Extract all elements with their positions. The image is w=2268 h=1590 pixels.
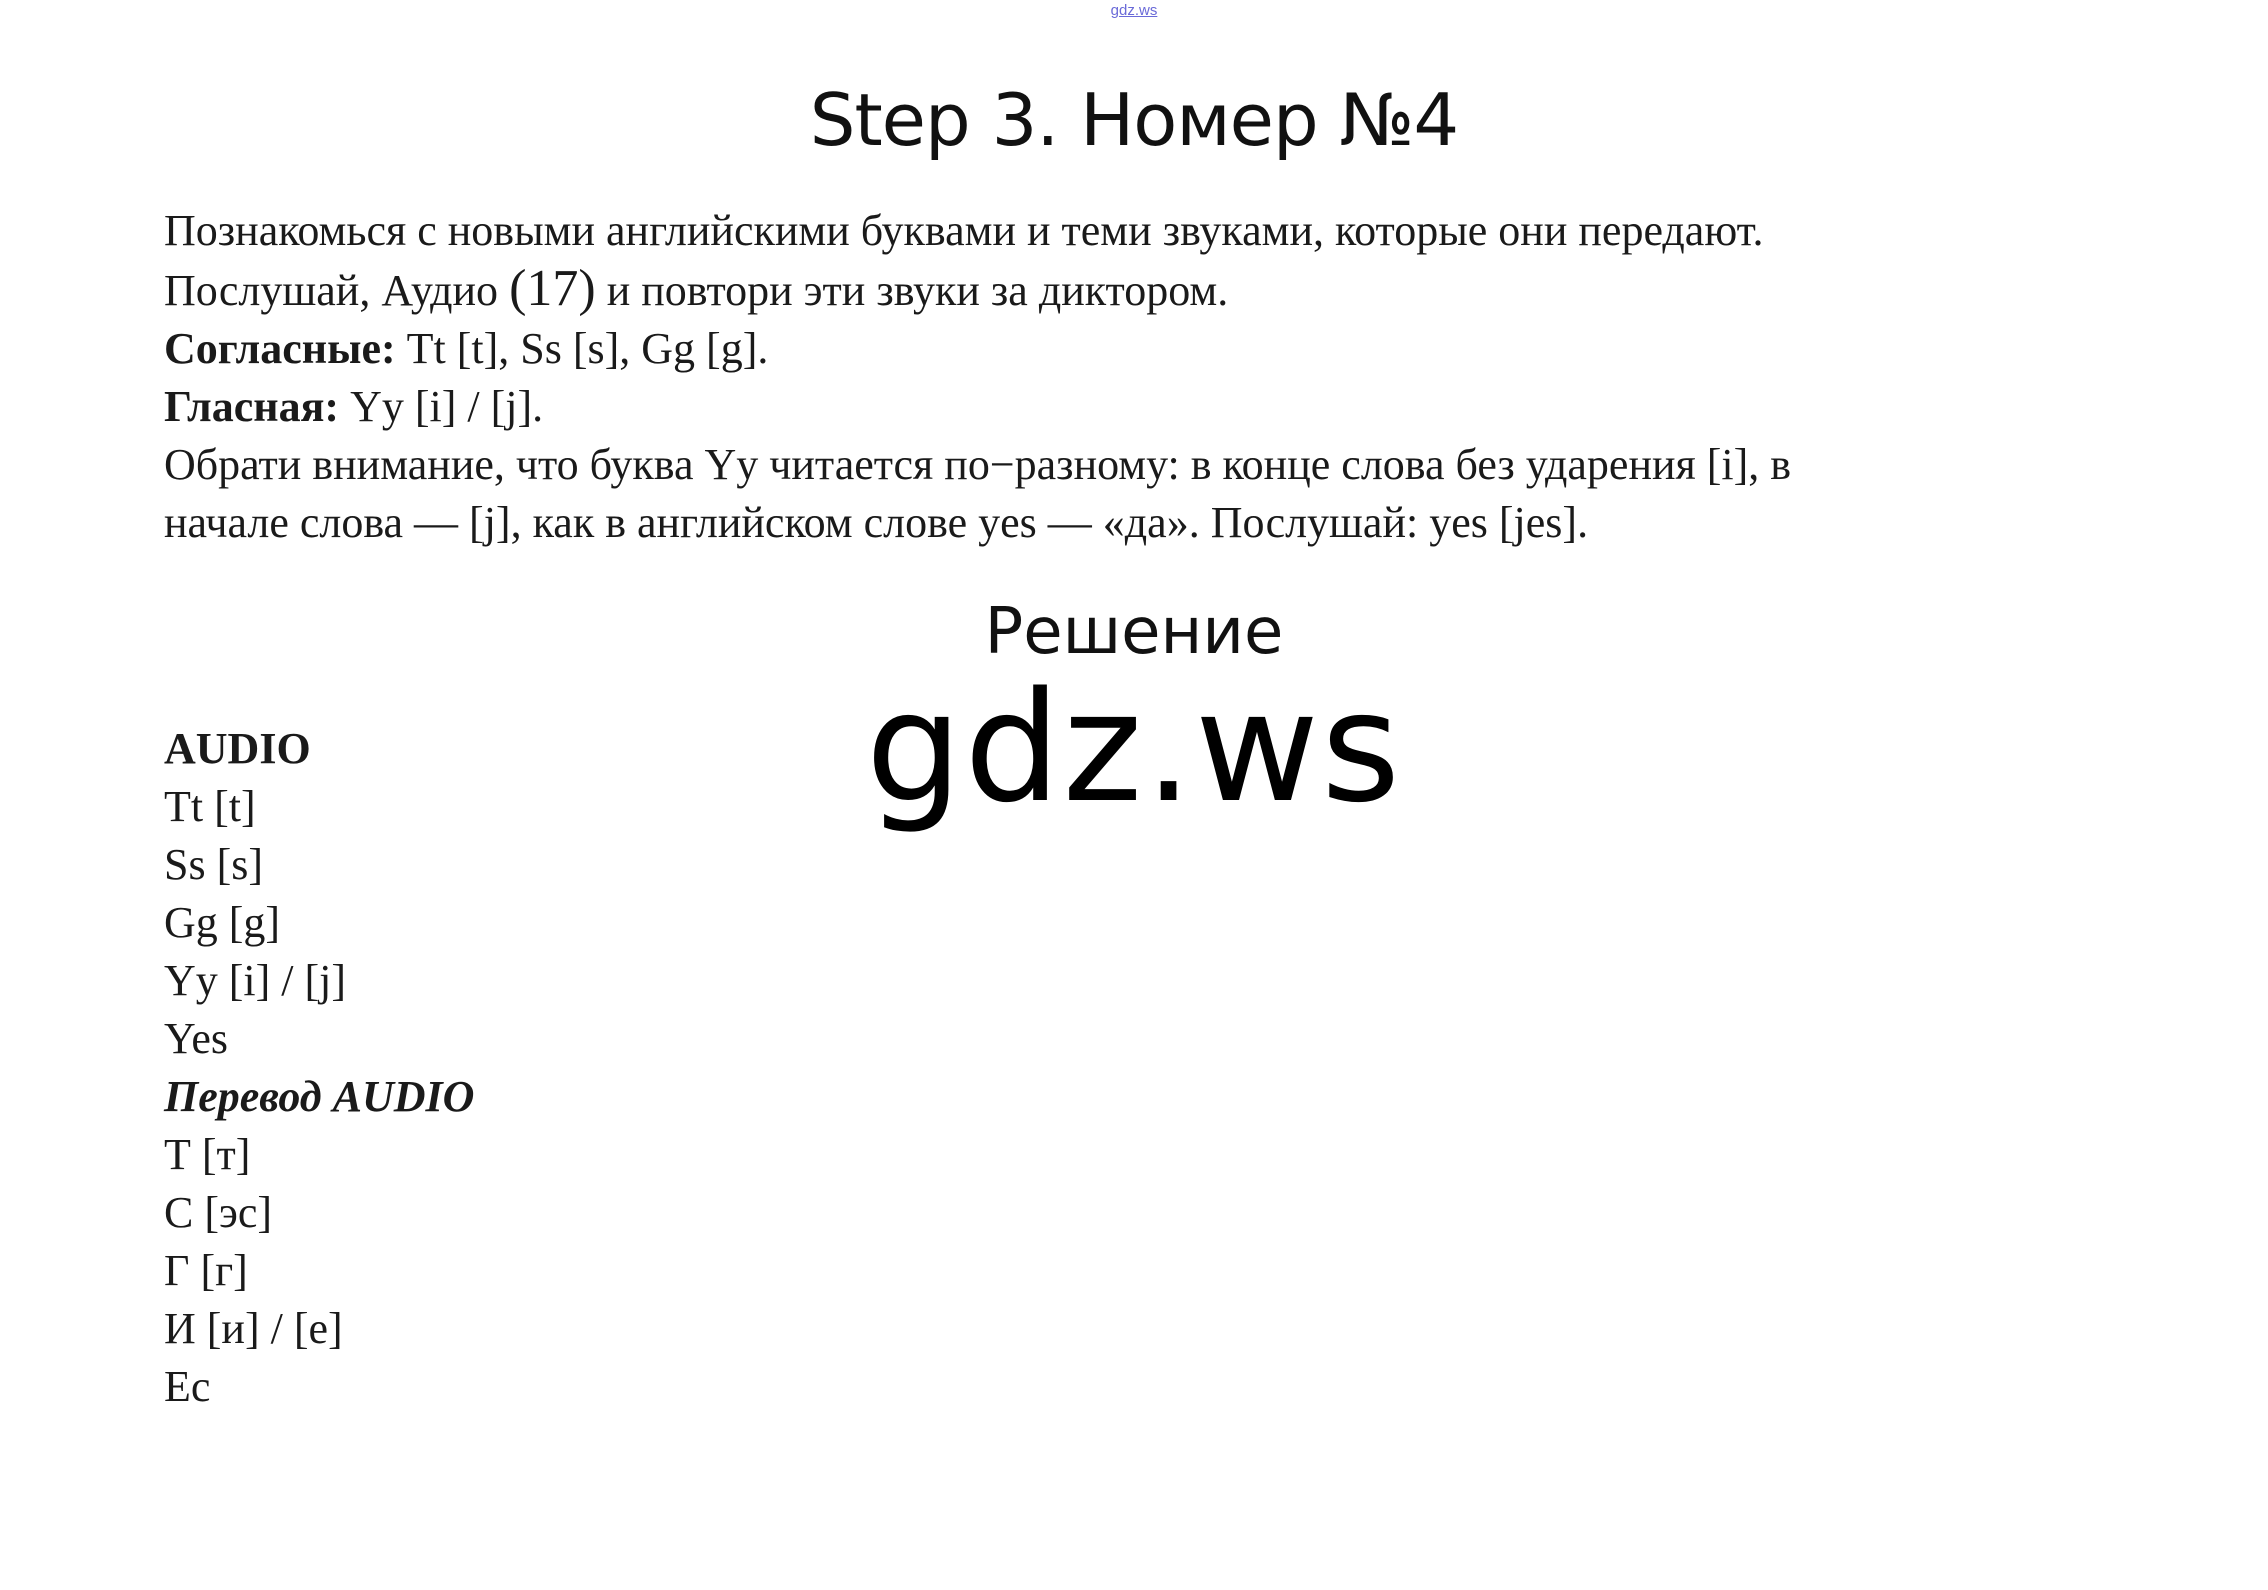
vowel-line xyxy=(164,378,2124,436)
answer-block xyxy=(164,720,474,1416)
task-line-2-suffix: и повтори эти звуки за диктором. xyxy=(595,266,1229,315)
translation-line: Г [г] xyxy=(164,1246,248,1295)
audio-number: (17) xyxy=(509,260,596,317)
consonants-label: Согласные: xyxy=(164,324,396,373)
vowel-label: Гласная: xyxy=(164,382,340,431)
task-line-1: Познакомься с новыми английскими буквами и теми звуками, которые они передают. xyxy=(164,206,1764,255)
translation-line: С [эс] xyxy=(164,1188,273,1237)
translation-line: И [и] / [е] xyxy=(164,1304,343,1353)
audio-line: Yy [i] / [j] xyxy=(164,956,347,1005)
note-line-2: начале слова — [j], как в английском слове yes — «да». Послушай: yes [jes]. xyxy=(164,498,1589,547)
task-line-2 xyxy=(164,260,2124,320)
consonants-text: Tt [t], Ss [s], Gg [g]. xyxy=(395,324,769,373)
top-watermark-link[interactable]: gdz.ws xyxy=(1110,2,1158,19)
audio-line: Yes xyxy=(164,1014,229,1063)
translation-line: Ес xyxy=(164,1362,211,1411)
task-line-2-prefix: Послушай, Аудио xyxy=(164,266,510,315)
audio-line: Ss [s] xyxy=(164,840,264,889)
vowel-text: Yy [i] / [j]. xyxy=(339,382,544,431)
task-text xyxy=(164,202,2124,552)
audio-line: Gg [g] xyxy=(164,898,281,947)
page-title: Step 3. Номер №4 xyxy=(809,78,1459,162)
audio-line: Tt [t] xyxy=(164,782,256,831)
audio-heading: AUDIO xyxy=(164,724,311,773)
translation-heading: Перевод AUDIO xyxy=(164,1072,475,1121)
translation-line: Т [т] xyxy=(164,1130,251,1179)
site-watermark: gdz.ws xyxy=(865,659,1403,836)
consonants-line xyxy=(164,320,2124,378)
solution-heading: Решение xyxy=(984,595,1284,669)
note-line-1: Обрати внимание, что буква Yy читается по−разному: в конце слова без ударения [i], в xyxy=(164,440,1792,489)
